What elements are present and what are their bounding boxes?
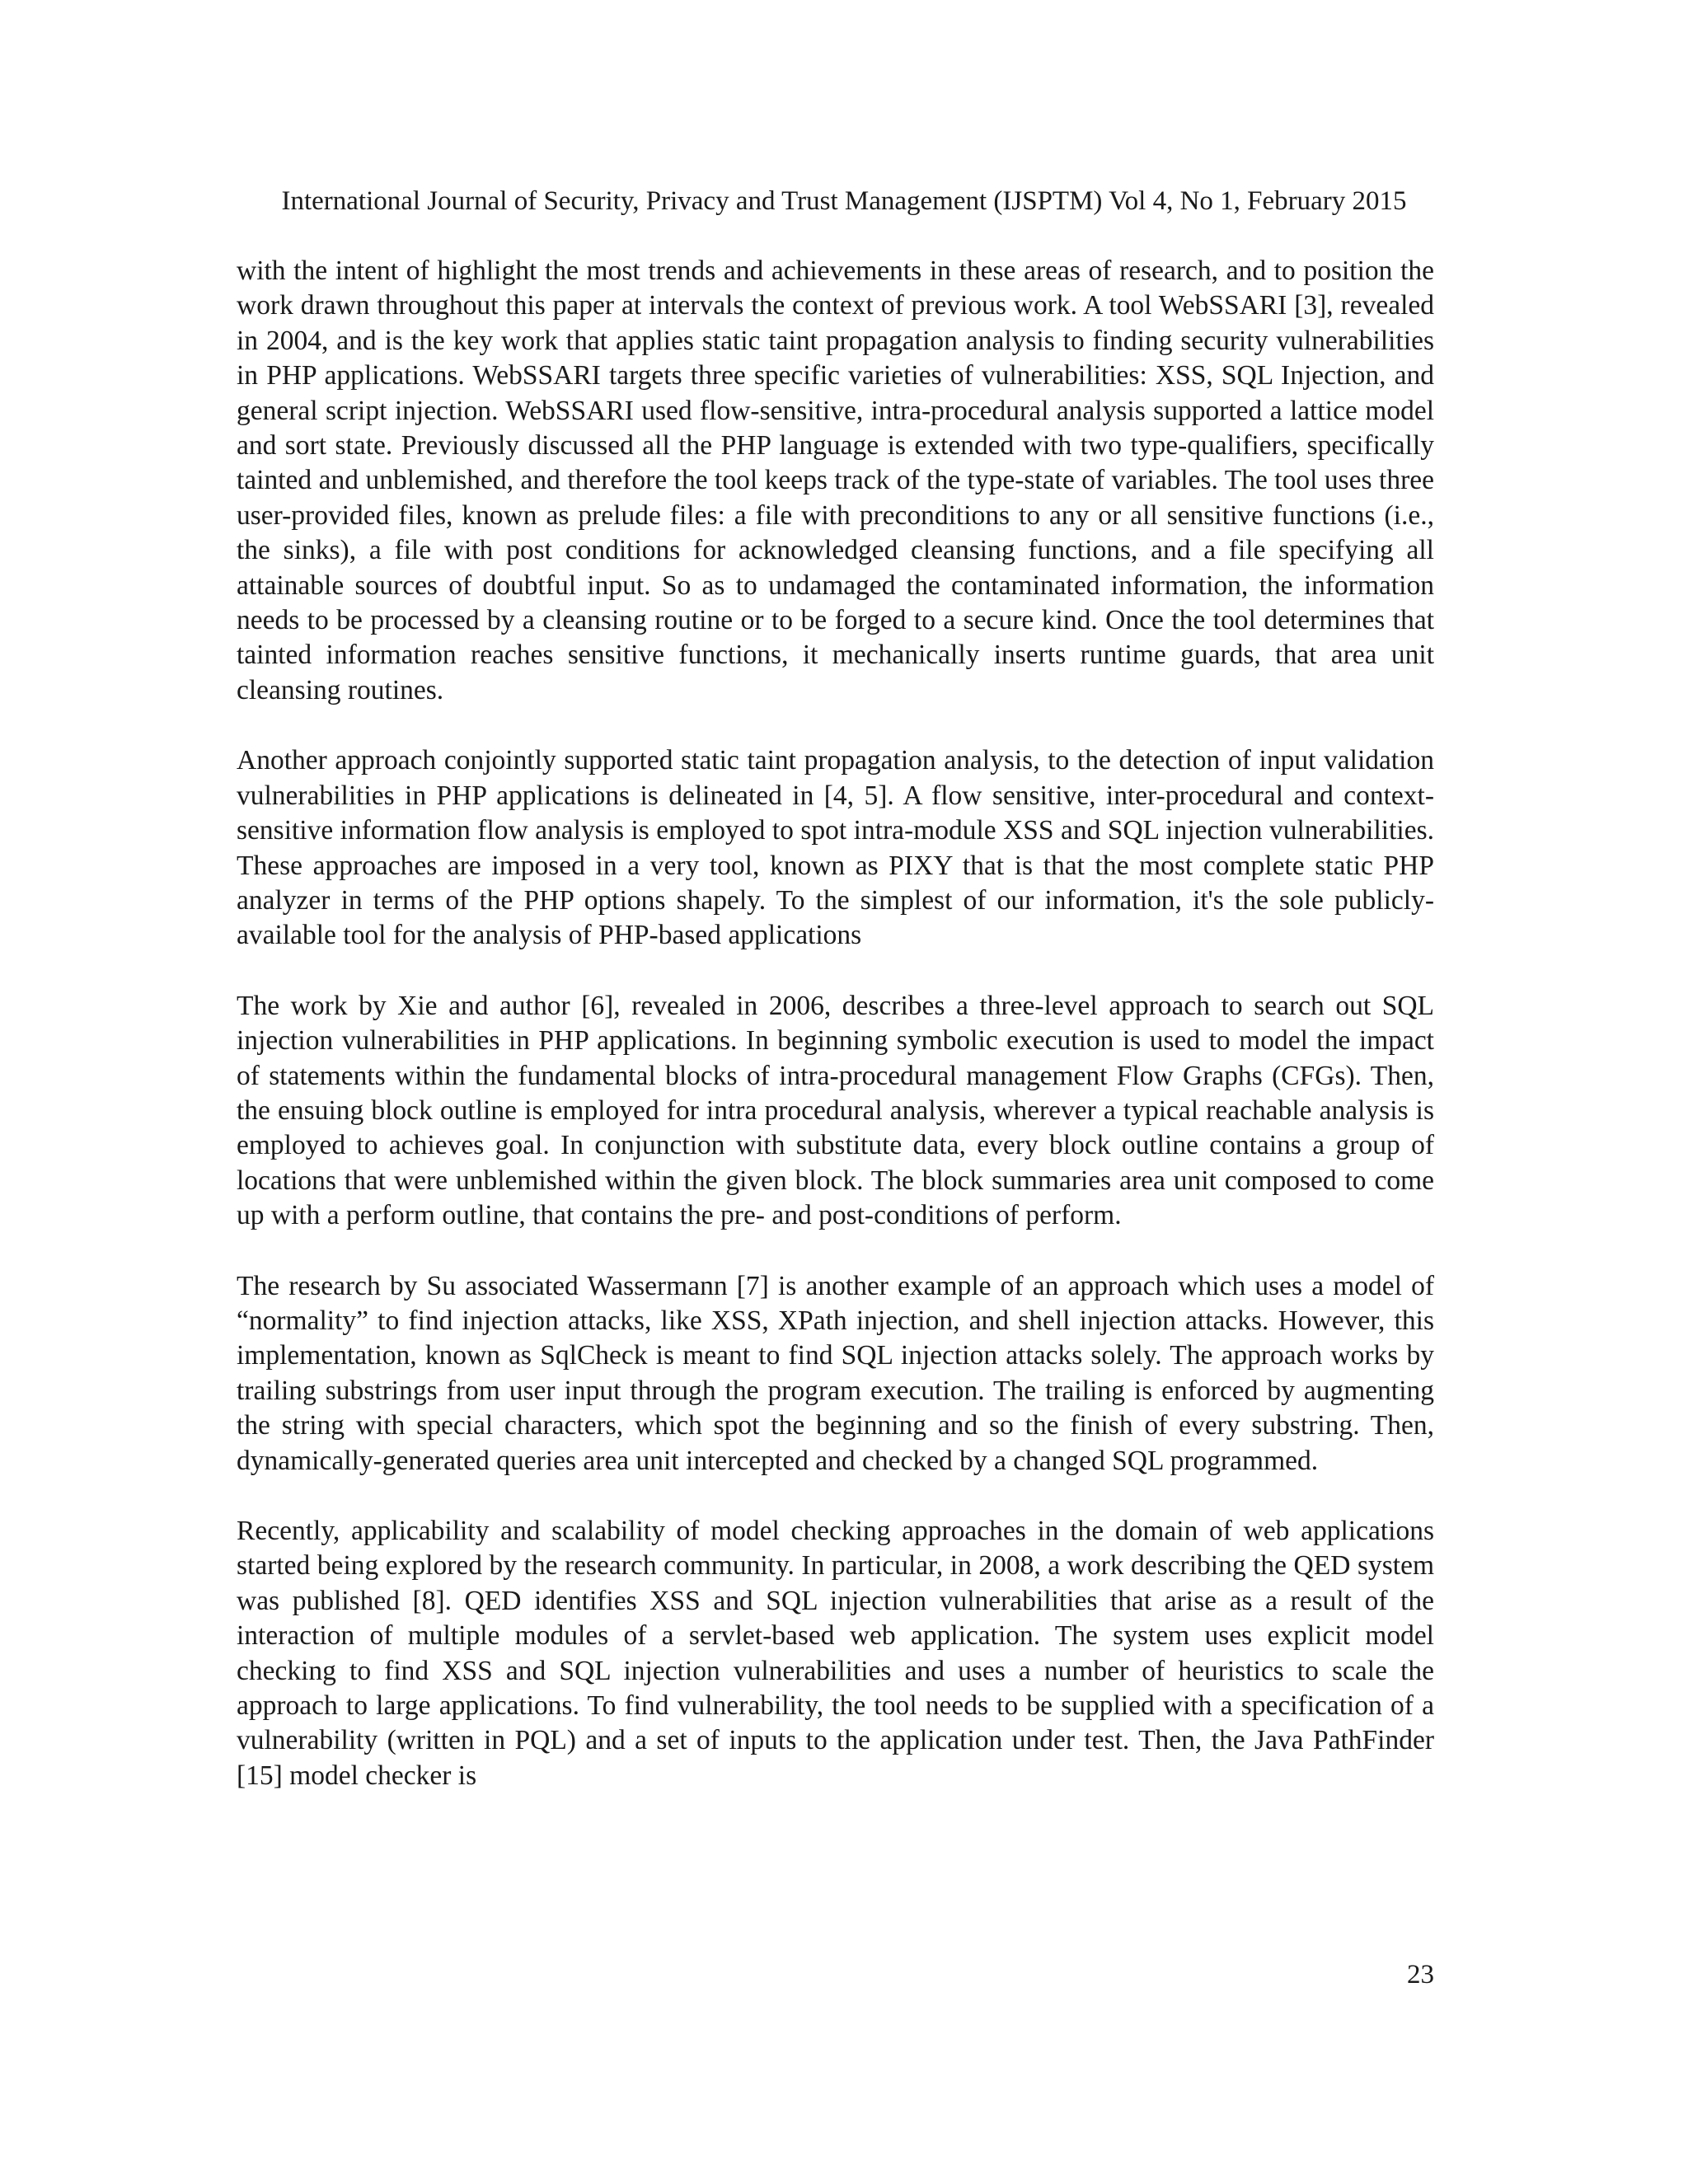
paragraph: The research by Su associated Wassermann [7] is another example of an approach which uses a model of “normality” to find injection attacks, like XSS, XPath injection, and shell injection attacks. However, this implementation, known as SqlCheck is meant to find SQL injection attacks solely. The approach works by trailing substrings from user input through the program execution. The trailing is enforced by augmenting the string with special characters, which spot the beginning and so the finish of every substring. Then, dynamically-generated queries area unit intercepted and checked by a changed SQL programmed. [237, 1270, 1434, 1476]
paragraph: Recently, applicability and scalability of model checking approaches in the domain of web applications started being explored by the research community. In particular, in 2008, a work describing the QED system was published [8]. QED identifies XSS and SQL injection vulnerabilities that arise as a result of the interaction of multiple modules of a servlet-based web application. The system uses explicit model checking to find XSS and SQL injection vulnerabilities and uses a number of heuristics to scale the approach to large applications. To find vulnerability, the tool needs to be supplied with a specification of a vulnerability (written in PQL) and a set of inputs to the application under test. Then, the Java PathFinder [15] model checker is [237, 1516, 1434, 1791]
body-text [237, 254, 1434, 1793]
paragraph: The work by Xie and author [6], revealed in 2006, describes a three-level approach to search out SQL injection vulnerabilities in PHP applications. In beginning symbolic execution is used to model the impact of statements within the fundamental blocks of intra-procedural management Flow Graphs (CFGs). Then, the ensuing block outline is employed for intra procedural analysis, wherever a typical reachable analysis is employed to achieves goal. In conjunction with substitute data, every block outline contains a group of locations that were unblemished within the given block. The block summaries area unit composed to come up with a perform outline, that contains the pre- and post-conditions of perform. [237, 990, 1434, 1231]
paragraph: with the intent of highlight the most trends and achievements in these areas of research, and to position the work drawn throughout this paper at intervals the context of previous work. A tool WebSSARI [3], revealed in 2004, and is the key work that applies static taint propagation analysis to finding security vulnerabilities in PHP applications. WebSSARI targets three specific varieties of vulnerabilities: XSS, SQL Injection, and general script injection. WebSSARI used flow-sensitive, intra-procedural analysis supported a lattice model and sort state. Previously discussed all the PHP language is extended with two type-qualifiers, specifically tainted and unblemished, and therefore the tool keeps track of the type-state of variables. The tool uses three user-provided files, known as prelude files: a file with preconditions to any or all sensitive functions (i.e., the sinks), a file with post conditions for acknowledged cleansing functions, and a file specifying all attainable sources of doubtful input. So as to undamaged the contaminated information, the information needs to be processed by a cleansing routine or to be forged to a secure kind. Once the tool determines that tainted information reaches sensitive functions, it mechanically inserts runtime guards, that area unit cleansing routines. [237, 255, 1434, 705]
page-number: 23 [1407, 1960, 1434, 1990]
running-header: International Journal of Security, Privacy and Trust Management (IJSPTM) Vol 4, No 1, February 2015 [281, 186, 1407, 216]
paragraph: Another approach conjointly supported static taint propagation analysis, to the detection of input validation vulnerabilities in PHP applications is delineated in [4, 5]. A flow sensitive, inter-procedural and context-sensitive information flow analysis is employed to spot intra-module XSS and SQL injection vulnerabilities. These approaches are imposed in a very tool, known as PIXY that is that the most complete static PHP analyzer in terms of the PHP options shapely. To the simplest of our information, it's the sole publicly-available tool for the analysis of PHP-based applications [237, 745, 1434, 951]
